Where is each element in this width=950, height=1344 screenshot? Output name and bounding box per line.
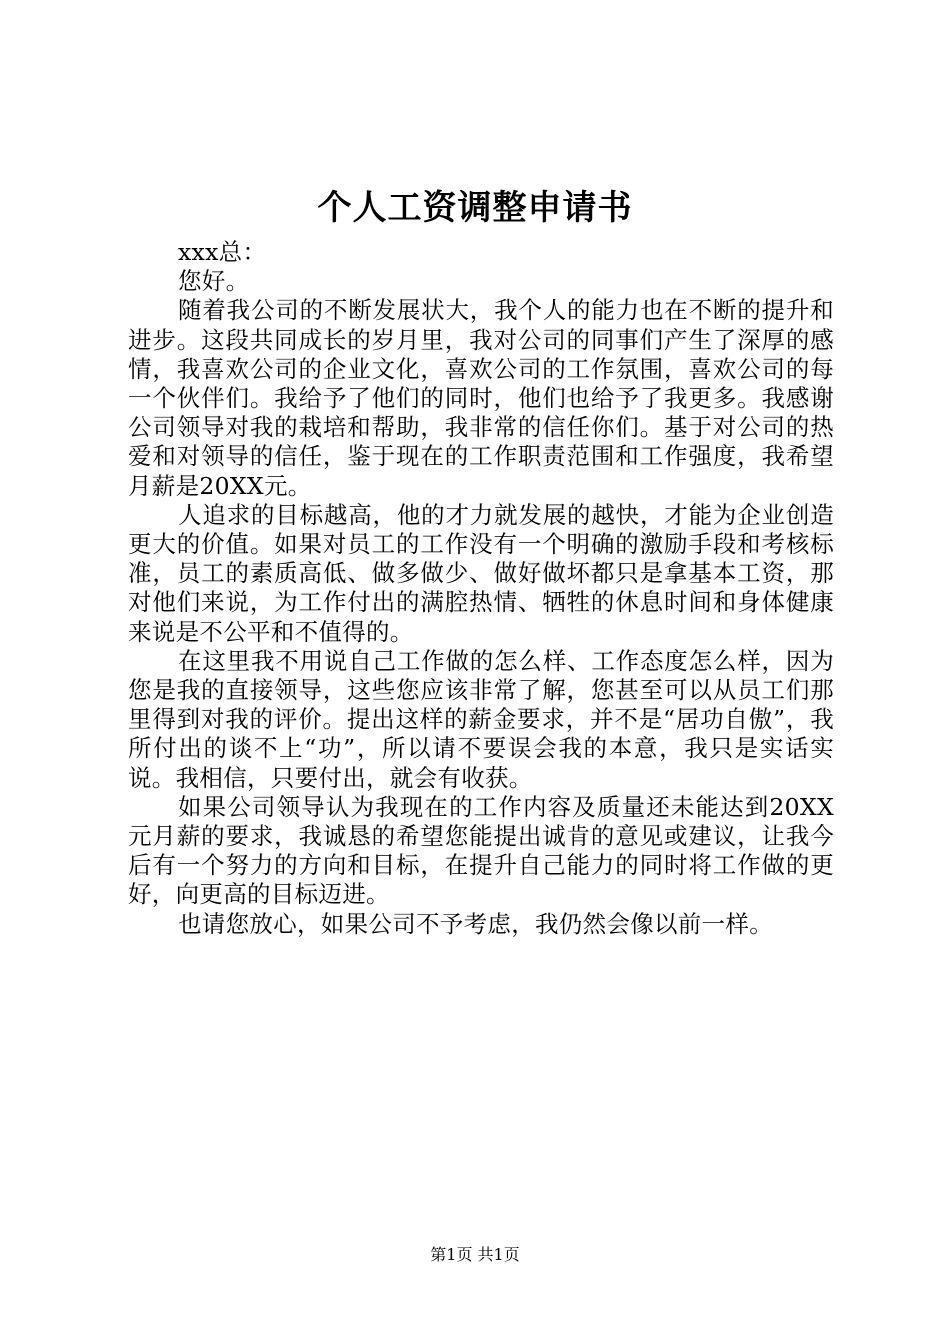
- paragraph-2: 人追求的目标越高，他的才力就发展的越快，才能为企业创造更大的价值。如果对员工的工作没有一个明确的激励手段和考核标准，员工的素质高低、做多做少、做好做坏都只是拿基本工资，那对他们来说，为工作付出的满腔热情、牺牲的休息时间和身体健康来说是不公平和不值得的。: [128, 500, 834, 646]
- paragraph-4: 如果公司领导认为我现在的工作内容及质量还未能达到20XX元月薪的要求，我诚恳的希望您能提出诚肯的意见或建议，让我今后有一个努力的方向和目标，在提升自己能力的同时将工作做的更好，向更高的目标迈进。: [128, 792, 834, 909]
- greeting: 您好。: [178, 267, 250, 296]
- page-footer: 第1页 共1页: [430, 1245, 520, 1264]
- paragraph-1: 随着我公司的不断发展状大，我个人的能力也在不断的提升和进步。这段共同成长的岁月里，我对公司的同事们产生了深厚的感情，我喜欢公司的企业文化，喜欢公司的工作氛围，喜欢公司的每一个伙伴们。我给予了他们的同时，他们也给予了我更多。我感谢公司领导对我的栽培和帮助，我非常的信任你们。基于对公司的热爱和对领导的信任，鉴于现在的工作职责范围和工作强度，我希望月薪是20XX元。: [128, 296, 834, 500]
- document-body: [128, 238, 834, 939]
- paragraph-3: 在这里我不用说自己工作做的怎么样、工作态度怎么样，因为您是我的直接领导，这些您应该非常了解，您甚至可以从员工们那里得到对我的评价。提出这样的薪金要求，并不是“居功自傲”，我所付出的谈不上“功”，所以请不要误会我的本意，我只是实话实说。我相信，只要付出，就会有收获。: [128, 646, 834, 792]
- paragraph-5: 也请您放心，如果公司不予考虑，我仍然会像以前一样。: [178, 909, 773, 938]
- salutation: xxx总：: [178, 238, 267, 266]
- document-title: 个人工资调整申请书: [317, 188, 633, 228]
